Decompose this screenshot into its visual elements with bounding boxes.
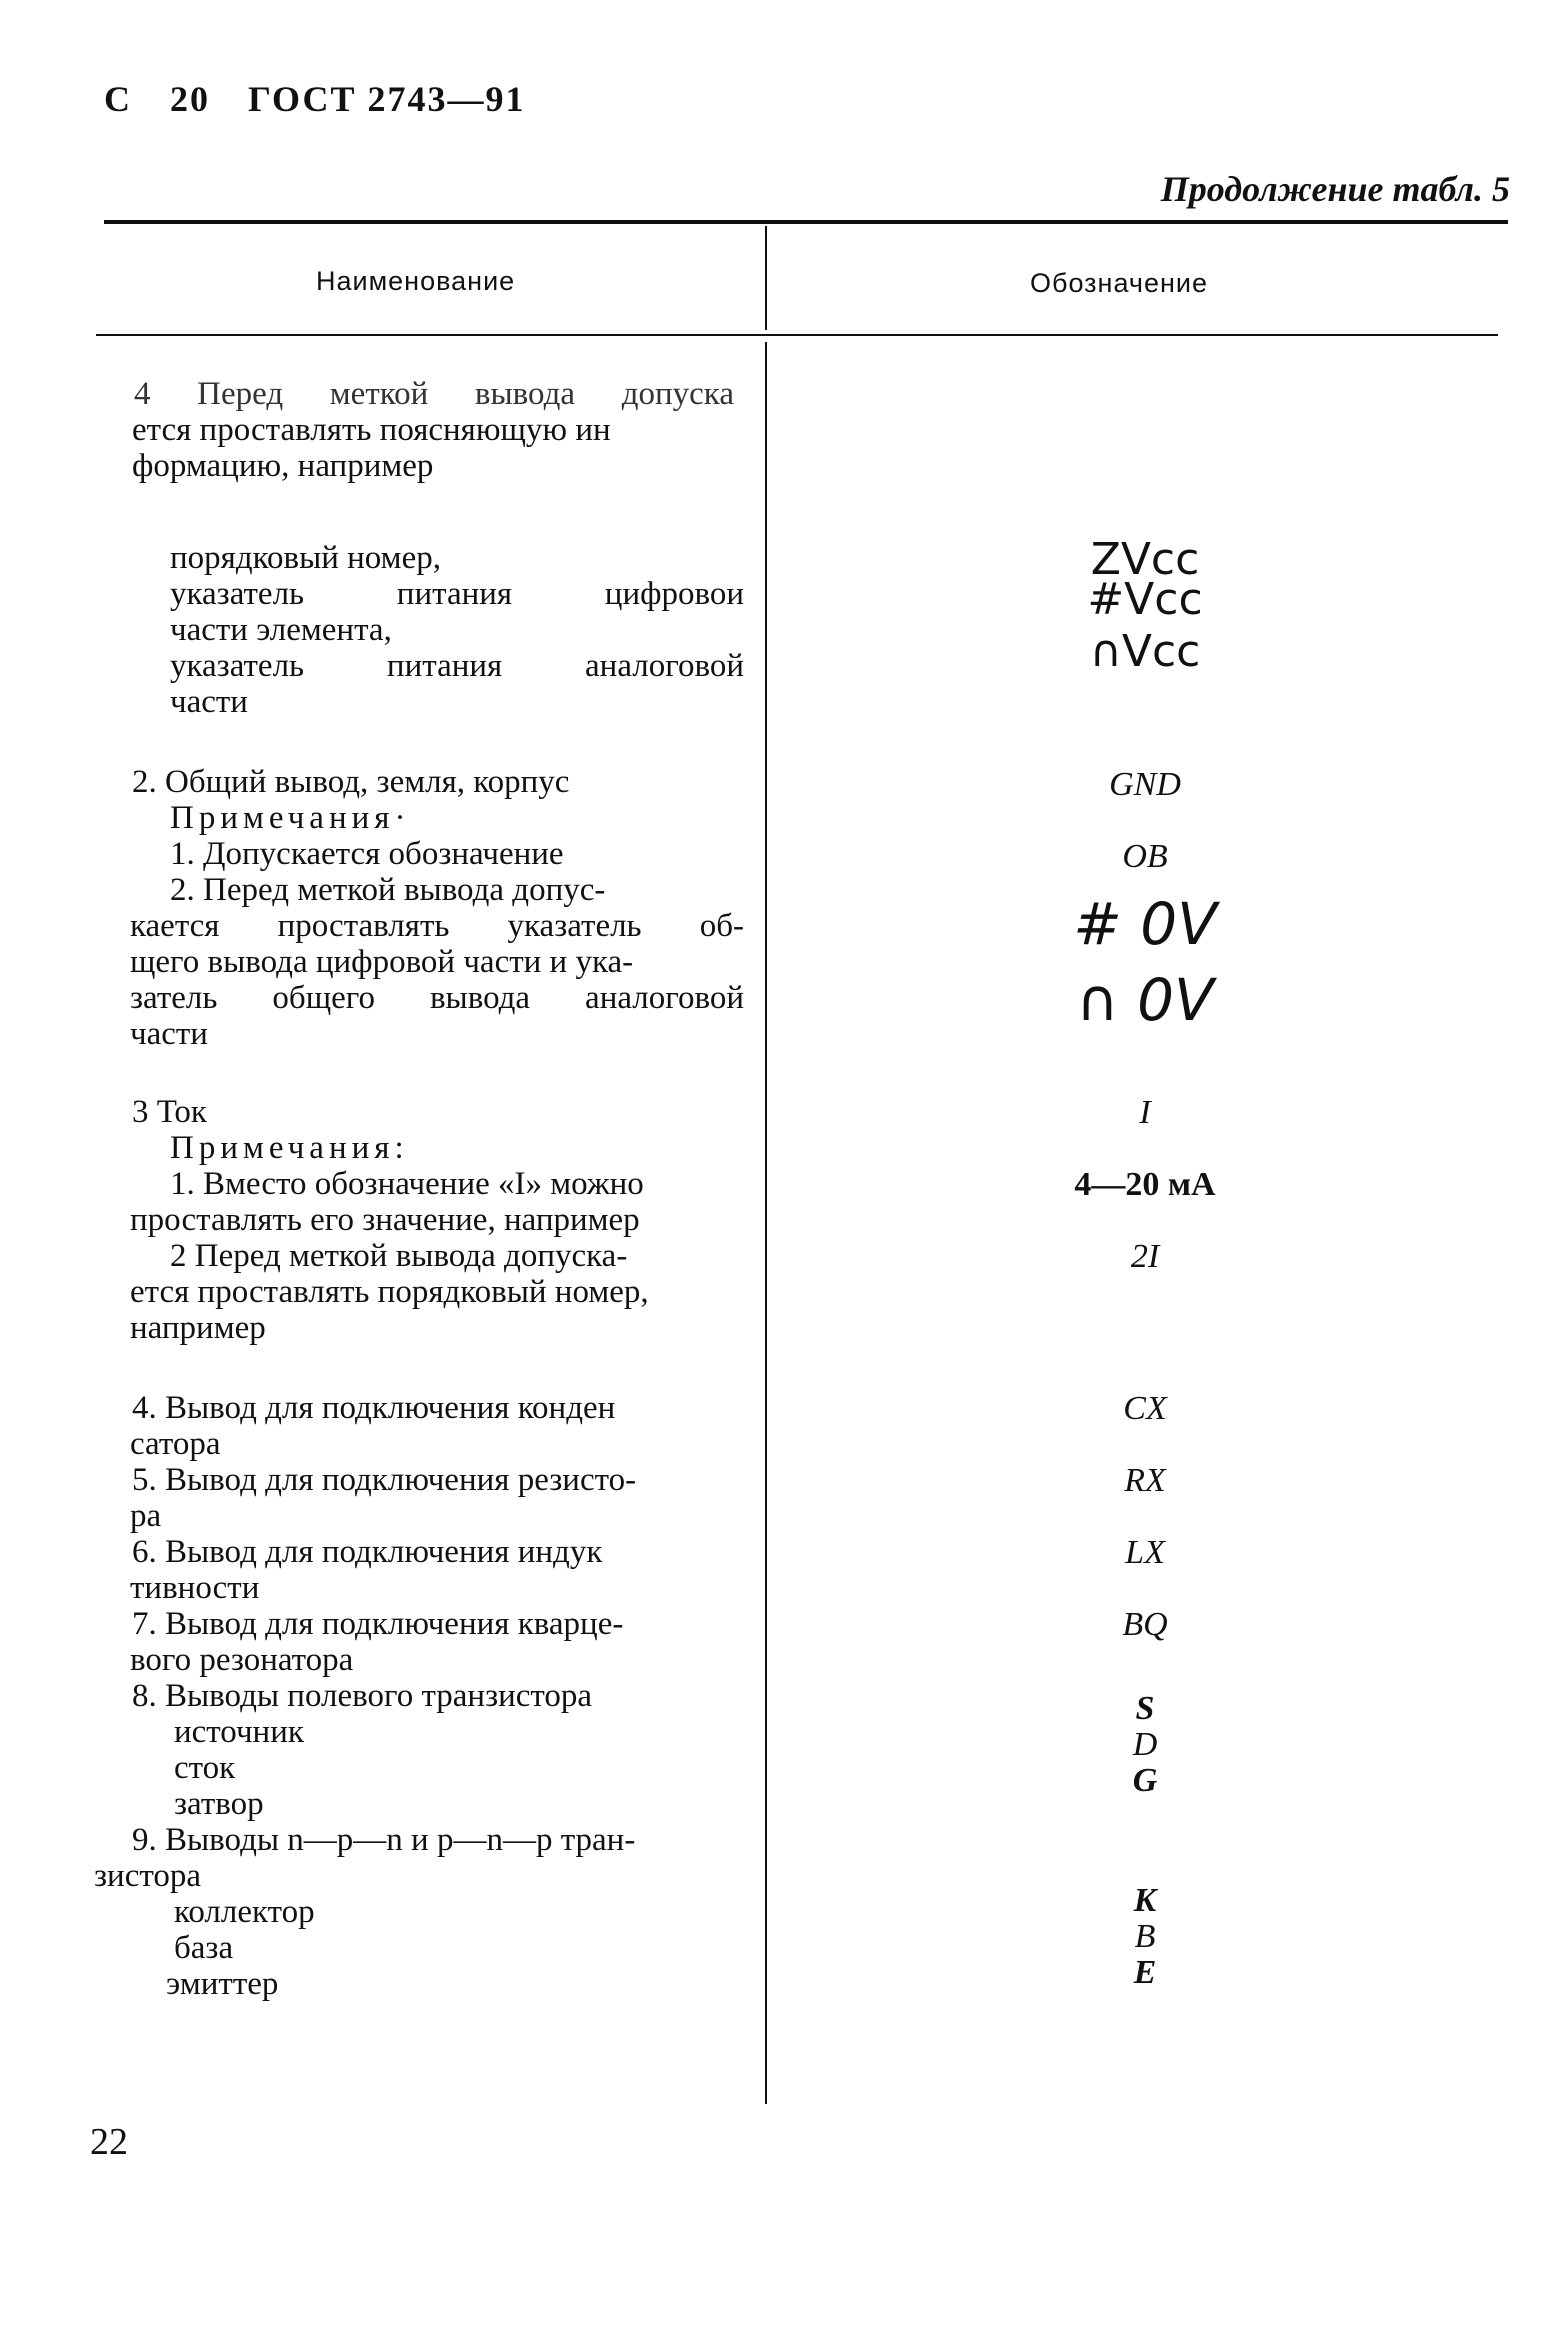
row1-line6: части элемента, bbox=[170, 612, 392, 648]
symbol-gate: G bbox=[1132, 1762, 1158, 1799]
row1-line5-w2: питания bbox=[396, 576, 513, 612]
row2-line4: 2. Перед меткой вывода допус- bbox=[170, 872, 606, 908]
row4-line11: сток bbox=[174, 1750, 236, 1786]
row4-line9: 8. Выводы полевого транзистора bbox=[132, 1678, 593, 1714]
row1-w1: 4 bbox=[134, 376, 151, 412]
row1-w2: Перед bbox=[197, 376, 284, 412]
row4-line4: ра bbox=[130, 1498, 162, 1534]
row2-line5 bbox=[130, 908, 744, 944]
row4-line12: затвор bbox=[174, 1786, 264, 1822]
symbol-digital-vcc: #Vcc bbox=[1087, 574, 1203, 625]
symbol-source: S bbox=[1135, 1690, 1155, 1727]
row4-line14: зистора bbox=[94, 1858, 201, 1894]
row1-line5-w3: цифровои bbox=[604, 576, 744, 612]
symbol-digital-0v: # 0V bbox=[1073, 890, 1217, 958]
symbol-capacitor: CX bbox=[1123, 1390, 1167, 1427]
row2-line5-w4: об- bbox=[699, 908, 744, 944]
row2-line5-w3: указатель bbox=[507, 908, 642, 944]
row1-w3: меткой bbox=[329, 376, 429, 412]
row1-line7-w1: указатель bbox=[170, 648, 305, 684]
symbol-analog-vcc: ∩Vcc bbox=[1089, 626, 1201, 677]
row1-line7-w3: аналоговой bbox=[585, 648, 744, 684]
row4-line17: эмиттер bbox=[166, 1966, 279, 2002]
row4-line10: источник bbox=[174, 1714, 304, 1750]
symbol-base: B bbox=[1134, 1918, 1156, 1955]
header-standard: ГОСТ 2743—91 bbox=[248, 79, 526, 119]
row2-line7-w1: затель bbox=[130, 980, 218, 1016]
symbol-ob: OB bbox=[1122, 838, 1168, 875]
row3-line5: 2 Перед меткой вывода допуска- bbox=[170, 1238, 628, 1274]
row2-line7-w2: общего bbox=[272, 980, 375, 1016]
row3-line2: Примечания: bbox=[170, 1130, 409, 1166]
row4-line1: 4. Вывод для подключения конден bbox=[132, 1390, 616, 1426]
row1-line7 bbox=[170, 648, 744, 684]
row4-line6: тивности bbox=[130, 1570, 260, 1606]
row4-line2: сатора bbox=[130, 1426, 221, 1462]
row4-line15: коллектор bbox=[174, 1894, 315, 1930]
row4-line16: база bbox=[174, 1930, 234, 1966]
symbol-resistor: RX bbox=[1124, 1462, 1166, 1499]
row4-line8: вого резонатора bbox=[130, 1642, 354, 1678]
row1-w4: вывода bbox=[474, 376, 576, 412]
header-bottom-rule bbox=[96, 334, 1498, 336]
symbol-current-numbered: 2I bbox=[1130, 1238, 1160, 1275]
row2-line2: Примечания· bbox=[170, 800, 411, 836]
row3-line3: 1. Вместо обозначение «I» можно bbox=[170, 1166, 644, 1202]
row2-line7-w3: вывода bbox=[429, 980, 531, 1016]
row2-line3: 1. Допускается обозначение bbox=[170, 836, 564, 872]
row1-line5 bbox=[170, 576, 744, 612]
row3-line1: 3 Ток bbox=[132, 1094, 207, 1130]
row2-line5-w2: проставлять bbox=[277, 908, 450, 944]
row3-line4: проставлять его значение, например bbox=[130, 1202, 640, 1238]
column-header-name: Наименование bbox=[316, 266, 516, 296]
symbol-inductance: LX bbox=[1125, 1534, 1165, 1571]
row2-line7 bbox=[130, 980, 744, 1016]
symbol-collector: K bbox=[1133, 1882, 1157, 1919]
table-continuation-label: Продолжение табл. 5 bbox=[1160, 169, 1510, 209]
row1-line2: ется проставлять поясняющую ин bbox=[132, 412, 611, 448]
row4-line3: 5. Вывод для подключения резисто- bbox=[132, 1462, 637, 1498]
table-top-rule bbox=[104, 220, 1508, 224]
row2-line6: щего вывода цифровой части и ука- bbox=[130, 944, 634, 980]
symbol-emitter: E bbox=[1133, 1954, 1157, 1991]
row2-line8: части bbox=[130, 1016, 208, 1052]
row3-line7: например bbox=[130, 1310, 266, 1346]
column-divider-body bbox=[765, 342, 767, 2104]
row1-line5-w1: указатель bbox=[170, 576, 305, 612]
row2-line1: 2. Общий вывод, земля, корпус bbox=[132, 764, 570, 800]
symbol-current-range: 4—20 мА bbox=[1074, 1166, 1216, 1203]
symbol-quartz: BQ bbox=[1122, 1606, 1168, 1643]
column-header-designation: Обозначение bbox=[1030, 268, 1208, 298]
row1-line7-w2: питания bbox=[386, 648, 503, 684]
header-page-number: 20 bbox=[170, 79, 210, 119]
page-header bbox=[104, 78, 563, 120]
row1-line1 bbox=[134, 376, 734, 412]
row1-line3: формацию, например bbox=[132, 448, 434, 484]
column-divider-head bbox=[765, 226, 767, 330]
page-number: 22 bbox=[90, 2121, 128, 2163]
row4-line13: 9. Выводы n—p—n и p—n—p тран- bbox=[132, 1822, 636, 1858]
row4-line5: 6. Вывод для подключения индук bbox=[132, 1534, 603, 1570]
row1-w5: допуска bbox=[621, 376, 734, 412]
symbol-analog-0v: ∩ 0V bbox=[1076, 966, 1214, 1034]
header-page-letter: С bbox=[104, 79, 132, 119]
row4-line7: 7. Вывод для подключения кварце- bbox=[132, 1606, 624, 1642]
row3-line6: ется проставлять порядковый номер, bbox=[130, 1274, 649, 1310]
symbol-drain: D bbox=[1132, 1726, 1158, 1763]
row1-line4: порядковый номер, bbox=[170, 540, 441, 576]
symbol-gnd: GND bbox=[1109, 766, 1181, 803]
row2-line5-w1: кается bbox=[130, 908, 220, 944]
symbol-current: I bbox=[1139, 1094, 1151, 1131]
row1-line8: части bbox=[170, 684, 248, 720]
row2-line7-w4: аналоговой bbox=[585, 980, 744, 1016]
symbol-zvcc: ZVcc bbox=[1090, 534, 1200, 585]
